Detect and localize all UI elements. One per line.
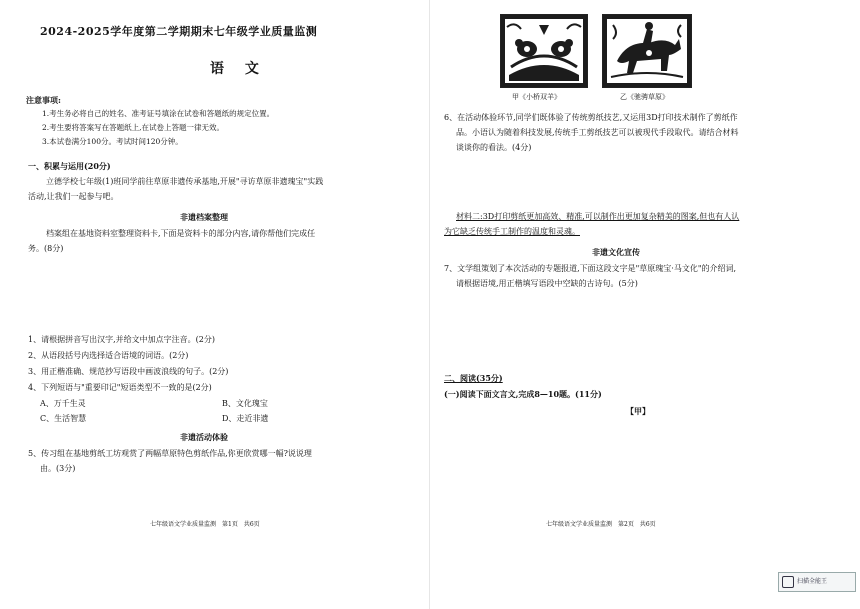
section-heading: 二、阅读(35分) [444, 373, 503, 383]
watermark-label: 扫描全能王 [797, 578, 828, 585]
image-caption-a: 甲《小桥双羊》 [512, 93, 561, 101]
subsection-heading: 非遗文化宣传 [592, 247, 640, 257]
cs-logo-icon [782, 576, 794, 588]
notice-item: 1.考生务必将自己的姓名、准考证号填涂在试卷和答题纸的规定位置。 [42, 109, 275, 118]
option-a: A、万千生灵 [40, 399, 86, 408]
scanner-watermark [778, 572, 856, 592]
question-7: 7、文学组策划了本次活动的专题报道,下面这段文字是"草原瑰宝·马文化"的介绍词, [444, 264, 737, 273]
exam-title: 2024-2025学年度第二学期期末七年级学业质量监测 [40, 25, 318, 38]
paragraph-line: 活动,让我们一起参与吧。 [28, 192, 119, 201]
option-c: C、生活智慧 [40, 414, 87, 423]
section-heading: 一、积累与运用(20分) [28, 161, 111, 171]
page-right [430, 0, 860, 609]
notice-item: 3.本试卷满分100分。考试时间120分钟。 [42, 137, 183, 146]
subsection-heading: 非遗档案整理 [180, 212, 228, 222]
papercut-image-b [602, 14, 692, 88]
papercut-image-a [500, 14, 588, 88]
question-6-cont: 品。小语认为随着科技发展,传统手工剪纸技艺可以被现代手段取代。请结合材料 [456, 128, 739, 137]
notice-heading: 注意事项: [26, 95, 61, 105]
question-6: 6、在活动体验环节,同学们既体验了传统剪纸技艺,又运用3D打印技术制作了剪纸作 [444, 113, 738, 122]
question-5-cont: 由。(3分) [40, 464, 76, 473]
subsection-heading: 非遗活动体验 [180, 432, 228, 442]
question-3: 3、用正楷准确、规范抄写语段中画波浪线的句子。(2分) [28, 367, 229, 376]
paragraph-line: 档案组在基地资料室整理资料卡,下面是资料卡的部分内容,请你帮他们完成任 [46, 229, 316, 238]
material-2-cont: 为它缺乏传统手工制作的温度和灵魂。 [444, 227, 580, 236]
question-6-cont: 谈谈你的看法。(4分) [456, 143, 532, 152]
notice-item: 2.考生要将答案写在答题纸上,在试卷上答题一律无效。 [42, 123, 225, 132]
paragraph-line: 务。(8分) [28, 244, 64, 253]
option-d: D、走近非遗 [222, 414, 269, 423]
question-5: 5、传习组在基地剪纸工坊观赏了两幅草原特色剪纸作品,你更欣赏哪一幅?说说理 [28, 449, 312, 458]
question-4: 4、下列短语与"重要印记"短语类型不一致的是(2分) [28, 383, 212, 392]
subject-title: 语 文 [210, 61, 267, 77]
question-2: 2、从语段括号内选择适合语境的词语。(2分) [28, 351, 189, 360]
image-caption-b: 乙《驰骋草原》 [620, 93, 669, 101]
option-b: B、文化瑰宝 [222, 399, 268, 408]
paragraph-line: 立德学校七年级(1)班同学前往草原非遗传承基地,开展"寻访草原非遗瑰宝"实践 [46, 177, 324, 186]
question-1: 1、请根据拼音写出汉字,并给文中加点字注音。(2分) [28, 335, 215, 344]
page-footer: 七年级语文学业质量监测 第2页 共6页 [546, 521, 656, 528]
reading-subheading: (一)阅读下面文言文,完成8—10题。(11分) [444, 389, 602, 399]
page-footer: 七年级语文学业质量监测 第1页 共6页 [150, 521, 260, 528]
question-7-cont: 请根据语境,用正楷填写语段中空缺的古诗句。(5分) [456, 279, 638, 288]
passage-label: 【甲】 [626, 406, 650, 416]
material-2: 材料二:3D打印剪纸更加高效、精准,可以制作出更加复杂精美的图案,但也有人认 [456, 212, 740, 221]
